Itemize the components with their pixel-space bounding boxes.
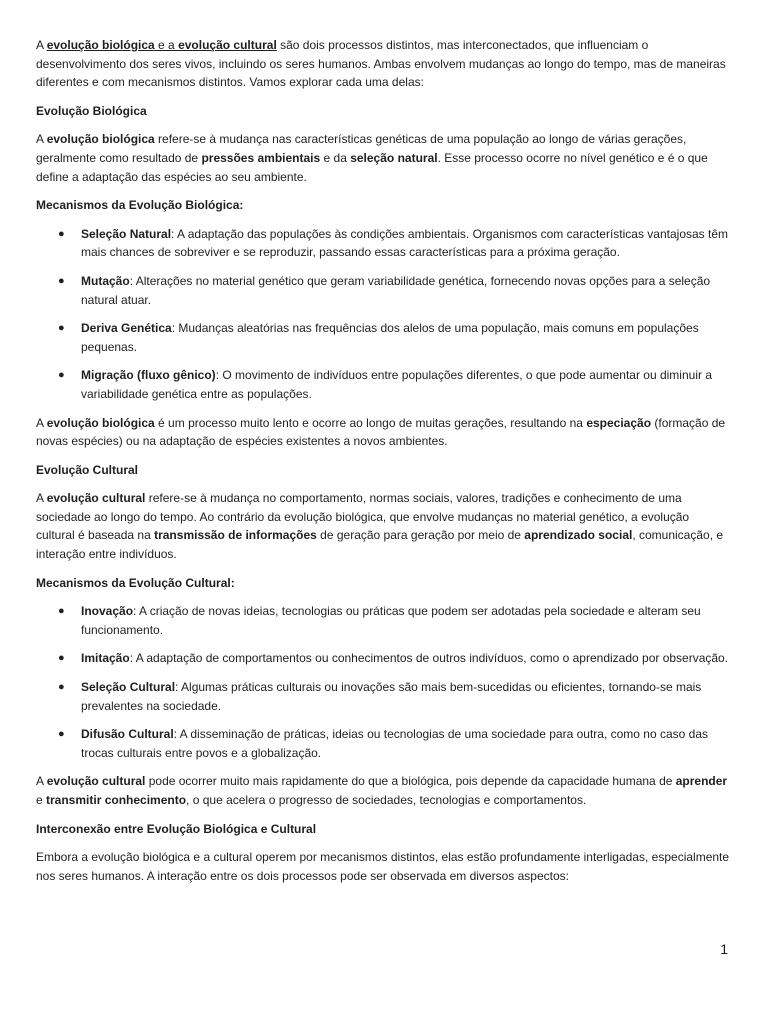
text-run: e xyxy=(36,793,47,807)
bullet-icon: ● xyxy=(58,728,65,741)
heading-mecanismos-cultural: Mecanismos da Evolução Cultural: xyxy=(36,575,235,590)
bullet-icon: ● xyxy=(58,274,65,287)
bold-term: Imitação xyxy=(81,651,130,666)
text-run: A xyxy=(36,774,47,789)
text-run: A xyxy=(36,132,47,147)
list-item xyxy=(58,225,730,262)
bold-term: Difusão Cultural xyxy=(81,727,174,742)
heading-evolucao-biologica: Evolução Biológica xyxy=(36,103,147,118)
link-connector[interactable]: e a xyxy=(154,38,179,52)
heading-mecanismos-biologica: Mecanismos da Evolução Biológica: xyxy=(36,198,244,213)
bullet-icon: ● xyxy=(58,605,65,618)
list-item-text: : Alterações no material genético que geram variabilidade genética, fornecendo novas opções para a seleção natural atuar. xyxy=(81,273,711,307)
bullet-icon: ● xyxy=(58,322,65,335)
list-item xyxy=(58,678,730,715)
list-item xyxy=(58,725,730,762)
list-item xyxy=(58,366,730,403)
bullet-icon: ● xyxy=(58,227,65,240)
list-item xyxy=(58,649,730,668)
text-run: refere-se à mudança no comportamento, normas sociais, valores, tradições e conhecimento de uma sociedade ao longo do tempo. Ao contrário da evolução biológica, que envolve mudanças no material genético, a evolução cultural é baseada na xyxy=(36,491,690,543)
text-run: , o que acelera o progresso de sociedades, tecnologias e comportamentos. xyxy=(186,793,587,807)
cult-paragraph-2 xyxy=(36,772,730,809)
bold-term: Inovação xyxy=(81,604,134,619)
list-item-text: : Algumas práticas culturais ou inovações são mais bem-sucedidas ou eficientes, tornando-se mais prevalentes na sociedade. xyxy=(81,680,702,713)
text-run: pode ocorrer muito mais rapidamente do que a biológica, pois depende da capacidade humana de xyxy=(145,774,676,789)
text-run: A xyxy=(36,415,47,430)
bold-term: Deriva Genética xyxy=(81,321,172,336)
bio-mechanisms-list xyxy=(36,225,730,404)
text-run: é um processo muito lento e ocorre ao longo de muitas gerações, resultando na xyxy=(154,415,587,430)
list-item-text: : Mudanças aleatórias nas frequências dos alelos de uma população, mais comuns em populações pequenas. xyxy=(81,321,699,354)
cult-paragraph-1 xyxy=(36,489,730,563)
list-item-text: : O movimento de indivíduos entre populações diferentes, o que pode aumentar ou diminuir a variabilidade genética entre as populações. xyxy=(81,368,712,401)
bullet-icon: ● xyxy=(58,681,65,694)
bio-paragraph-1 xyxy=(36,130,730,186)
bold-term: Seleção Cultural xyxy=(81,680,176,695)
bold-term: evolução biológica xyxy=(46,132,155,147)
text-run: (formação de novas espécies) ou na adaptação de espécies existentes a novos ambientes. xyxy=(36,415,726,449)
intro-paragraph xyxy=(36,36,730,92)
list-item-text: : A adaptação das populações às condições ambientais. Organismos com características vantajosas têm mais chances de sobreviver e se reproduzir, passando essas características para a próxima geração. xyxy=(81,226,729,260)
inter-paragraph: Embora a evolução biológica e a cultural operem por mecanismos distintos, elas estão profundamente interligadas, especialmente nos seres humanos. A interação entre os dois processos pode ser observada em diversos aspectos: xyxy=(36,850,730,883)
heading-evolucao-cultural: Evolução Cultural xyxy=(36,462,139,477)
text-run: , comunicação, e interação entre indivíduos. xyxy=(36,528,724,562)
bold-term: transmitir conhecimento xyxy=(46,793,187,807)
text-run: A xyxy=(36,38,47,52)
text-run: A xyxy=(36,491,47,506)
text-run: . Esse processo ocorre no nível genético e é o que define a adaptação das espécies ao seu ambiente. xyxy=(36,150,708,184)
list-item-text: : A disseminação de práticas, ideias ou tecnologias de uma sociedade para outra, como no caso das trocas culturais entre povos e a globalização. xyxy=(81,727,708,760)
link-evolucao-biologica[interactable]: evolução biológica xyxy=(46,38,155,52)
text-run: e da xyxy=(320,150,351,165)
bullet-icon: ● xyxy=(58,652,65,665)
text-run: são dois processos distintos, mas interconectados, que influenciam o desenvolvimento dos seres vivos, incluindo os seres humanos. Ambas envolvem mudanças ao longo do tempo, mas de maneiras diferentes e com mecanismos distintos. Vamos explorar cada uma delas: xyxy=(36,38,726,90)
bold-term: especiação xyxy=(586,415,652,430)
bio-paragraph-2 xyxy=(36,414,730,451)
page-number: 1 xyxy=(720,941,728,957)
list-item xyxy=(58,602,730,639)
bold-term: evolução biológica xyxy=(46,415,155,430)
text-run: refere-se à mudança nas características genéticas de uma população ao longo de várias gerações, geralmente como resultado de xyxy=(36,132,687,165)
bold-term: evolução cultural xyxy=(46,774,146,789)
cult-mechanisms-list xyxy=(36,602,730,762)
bold-term: aprendizado social xyxy=(524,528,633,543)
link-evolucao-cultural[interactable]: evolução cultural xyxy=(178,38,277,52)
bold-term: Seleção Natural xyxy=(81,226,172,241)
bold-term: aprender xyxy=(675,774,728,789)
bold-term: transmissão de informações xyxy=(154,528,317,543)
bullet-icon: ● xyxy=(58,369,65,382)
bold-term: pressões ambientais xyxy=(201,150,321,165)
list-item xyxy=(58,319,730,356)
heading-interconexao: Interconexão entre Evolução Biológica e Cultural xyxy=(36,821,317,836)
list-item xyxy=(58,272,730,309)
bold-term: Migração (fluxo gênico) xyxy=(81,368,216,383)
text-run: de geração para geração por meio de xyxy=(316,528,525,543)
bold-term: seleção natural xyxy=(350,150,438,165)
bold-term: Mutação xyxy=(81,273,130,288)
list-item-text: : A adaptação de comportamentos ou conhecimentos de outros indivíduos, como o aprendizado por observação. xyxy=(129,651,729,666)
list-item-text: : A criação de novas ideias, tecnologias ou práticas que podem ser adotadas pela sociedade e alteram seu funcionamento. xyxy=(81,604,701,637)
bold-term: evolução cultural xyxy=(46,491,146,506)
